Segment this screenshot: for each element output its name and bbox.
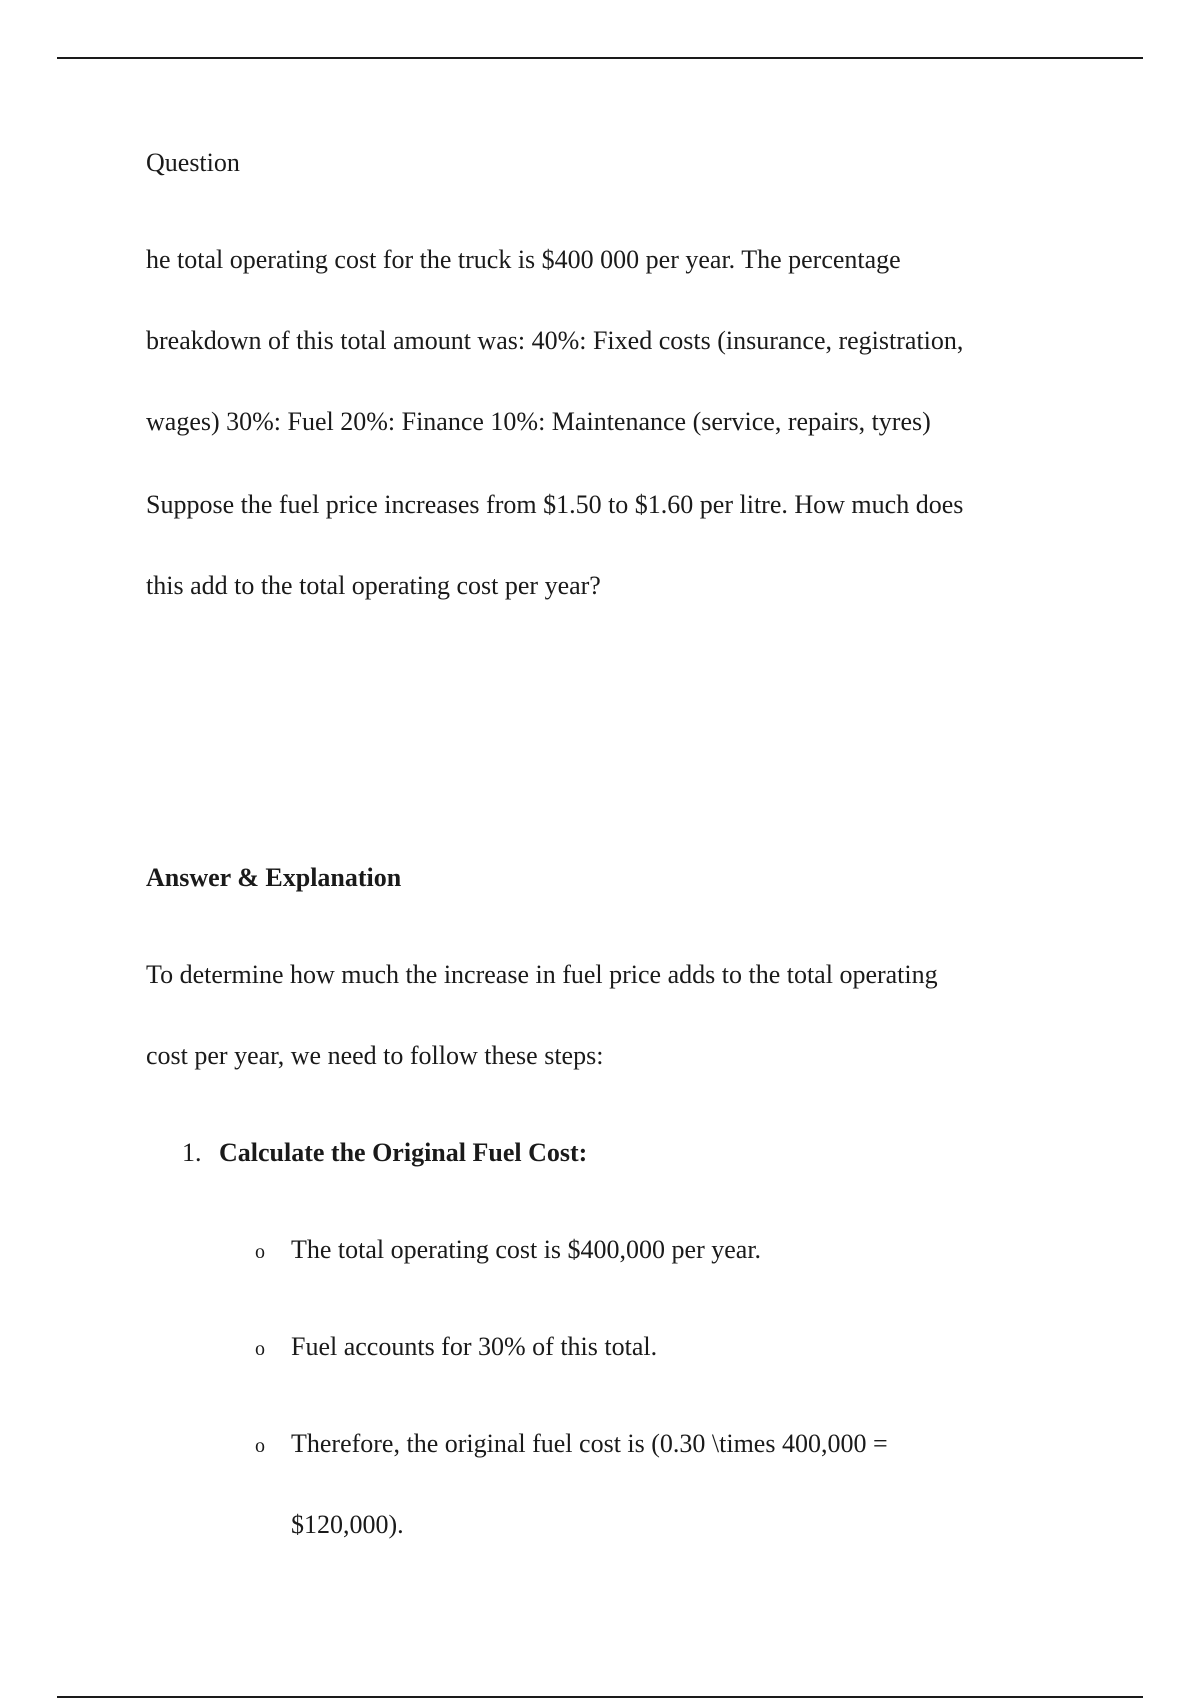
step-title: Calculate the Original Fuel Cost: xyxy=(219,1138,588,1167)
question-line-2: breakdown of this total amount was: 40%: Fixed costs (insurance, registration, xyxy=(146,326,964,355)
question-line-1: he total operating cost for the truck is $400 000 per year. The percentage xyxy=(146,245,901,274)
step-point-3-continued: $120,000). xyxy=(291,1510,404,1539)
bullet-icon: o xyxy=(255,1338,265,1360)
bullet-icon: o xyxy=(255,1241,265,1263)
step-number: 1. xyxy=(182,1138,202,1167)
question-heading: Question xyxy=(146,148,240,177)
question-line-5: this add to the total operating cost per year? xyxy=(146,571,601,600)
top-rule xyxy=(57,57,1143,59)
step-point-2: Fuel accounts for 30% of this total. xyxy=(291,1332,658,1361)
question-line-3: wages) 30%: Fuel 20%: Finance 10%: Maintenance (service, repairs, tyres) xyxy=(146,407,931,436)
answer-intro-line-1: To determine how much the increase in fuel price adds to the total operating xyxy=(146,960,938,989)
bullet-icon: o xyxy=(255,1435,265,1457)
question-line-4: Suppose the fuel price increases from $1.50 to $1.60 per litre. How much does xyxy=(146,490,964,519)
answer-heading: Answer & Explanation xyxy=(146,863,402,892)
answer-intro-line-2: cost per year, we need to follow these steps: xyxy=(146,1041,604,1070)
step-point-3: Therefore, the original fuel cost is (0.30 \times 400,000 = xyxy=(291,1429,888,1458)
step-point-1: The total operating cost is $400,000 per year. xyxy=(291,1235,762,1264)
bottom-rule xyxy=(57,1696,1143,1698)
